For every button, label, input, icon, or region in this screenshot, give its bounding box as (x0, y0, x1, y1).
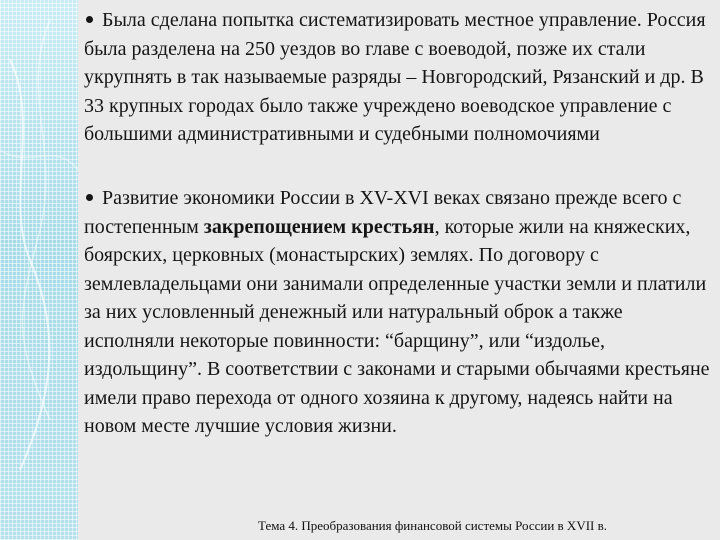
bullet-icon (86, 16, 93, 23)
swirl-decoration (0, 0, 78, 540)
footer-topic: Тема 4. Преобразования финансовой системы России в XVII в. (258, 518, 608, 533)
bullet-icon (86, 194, 93, 201)
paragraph-text-before: Развитие экономики России в XV-XVI веках связано прежде всего с постепенным (84, 187, 682, 238)
paragraph-local-government (84, 6, 716, 149)
slide-content (78, 0, 720, 540)
paragraph-text: Была сделана попытка систематизировать местное управление. Россия была разделена на 250 уездов во главе с воеводой, позже их стали укрупнять в так называемые разряды – Новгородский, Рязанский и др. В 33 крупных городах было также учреждено воеводское управление с большими административными и судебными полномочиями (84, 9, 706, 145)
paragraph-economy (84, 184, 716, 441)
paragraph-bold-term: закрепощением крестьян (203, 215, 435, 238)
decorative-sidebar (0, 0, 78, 540)
paragraph-text-after: , которые жили на княжеских, боярских, церковных (монастырских) землях. По договору с землевладельцами они занимали определенные участки земли и платили за них условленный денежный или натуральный оброк а также исполняли некоторые повинности: “барщину”, или “издолье, издольщину”. В соответствии с законами и старыми обычаями крестьяне имели право перехода от одного хозяина к другому, надеясь найти на новом месте лучшие условия жизни. (84, 215, 710, 437)
